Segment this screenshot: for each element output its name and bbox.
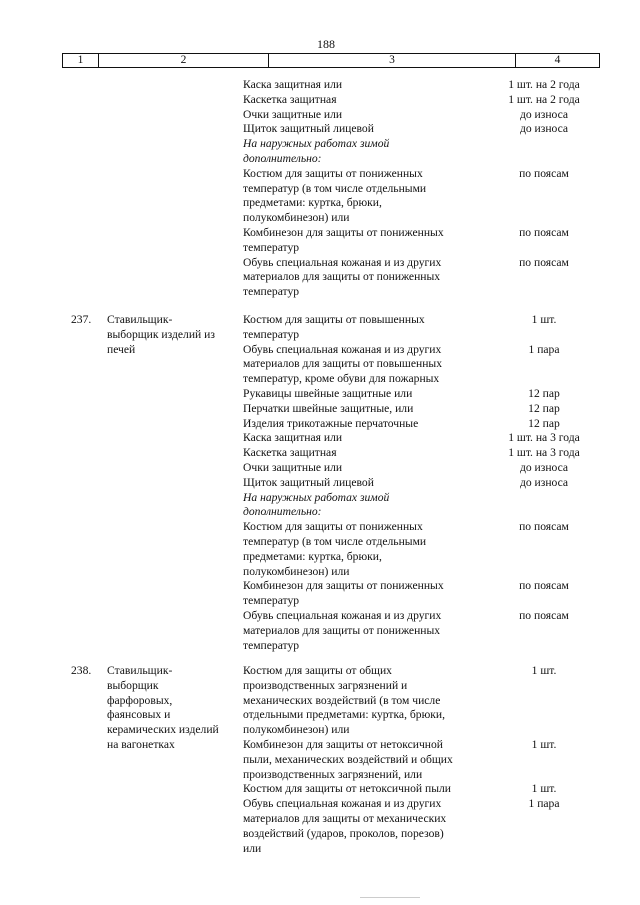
ppe-item-line: механических воздействий (в том числе <box>243 693 441 707</box>
ppe-item-line: дополнительно: <box>243 505 322 519</box>
ppe-item-line: Костюм для защиты от общих <box>243 664 392 677</box>
ppe-item-line: температур <box>243 638 300 652</box>
ppe-item-name <box>243 664 493 738</box>
header-col-3: 3 <box>269 54 516 67</box>
ppe-item-line: Костюм для защиты от нетоксичной пыли <box>243 782 452 796</box>
ppe-item <box>0 446 640 461</box>
ppe-item <box>0 108 640 123</box>
ppe-item-line: дополнительно: <box>243 151 322 165</box>
ppe-item <box>0 579 640 609</box>
ppe-item-quantity: 1 пара <box>528 797 560 811</box>
ppe-item-quantity: 12 пар <box>528 416 560 430</box>
ppe-item-name <box>243 417 493 432</box>
ppe-item-line: Обувь специальная кожаная и из других <box>243 797 442 811</box>
ppe-item <box>0 93 640 108</box>
ppe-item <box>0 343 640 387</box>
ppe-item-line: предметами: куртка, брюки, <box>243 196 382 210</box>
ppe-item <box>0 137 640 167</box>
ppe-item <box>0 431 640 446</box>
ppe-item-line: Костюм для защиты от пониженных <box>243 520 423 534</box>
ppe-item-quantity: 1 пара <box>528 342 560 356</box>
ppe-item <box>0 402 640 417</box>
ppe-item-quantity: 12 пар <box>528 401 560 415</box>
scan-artifact <box>360 897 420 898</box>
ppe-item-quantity: 1 шт. на 3 года <box>508 431 580 445</box>
ppe-item-line: температур <box>243 594 300 608</box>
ppe-item-line: Обувь специальная кожаная и из других <box>243 342 442 356</box>
row-number: 237. <box>71 313 92 326</box>
page-number: 188 <box>317 37 335 51</box>
ppe-item-name <box>243 738 493 782</box>
ppe-item-quantity: по поясам <box>519 255 569 269</box>
ppe-item-quantity: 1 шт. <box>531 737 557 751</box>
ppe-item-line: температур <box>243 240 300 254</box>
ppe-item <box>0 461 640 476</box>
ppe-item-quantity: до износа <box>519 460 569 474</box>
ppe-item-line: или <box>243 841 262 855</box>
ppe-item-line: На наружных работах зимой <box>243 490 390 504</box>
ppe-item <box>0 476 640 491</box>
ppe-item <box>0 797 640 856</box>
ppe-item-line: Очки защитные или <box>243 107 343 121</box>
ppe-item <box>0 417 640 432</box>
ppe-item-line: материалов для защиты от механических <box>243 811 447 825</box>
ppe-item-name <box>243 226 493 256</box>
ppe-item-line: Каска защитная или <box>243 431 343 445</box>
header-col-1: 1 <box>63 54 99 67</box>
ppe-item-name <box>243 609 493 653</box>
ppe-item-line: Очки защитные или <box>243 460 343 474</box>
header-col-2: 2 <box>99 54 269 67</box>
ppe-item-line: Обувь специальная кожаная и из других <box>243 255 442 269</box>
ppe-item-name <box>243 520 493 579</box>
ppe-item-name <box>243 167 493 226</box>
ppe-item-line: температур (в том числе отдельными <box>243 181 427 195</box>
ppe-item-line: производственных загрязнений и <box>243 678 408 692</box>
ppe-item-quantity: до износа <box>519 122 569 136</box>
section-note <box>243 137 493 167</box>
ppe-item-line: температур, кроме обуви для пожарных <box>243 372 440 386</box>
ppe-item <box>0 313 640 343</box>
ppe-item-line: Каска защитная или <box>243 78 343 91</box>
ppe-item-quantity: 1 шт. <box>531 664 557 677</box>
ppe-item-line: На наружных работах зимой <box>243 137 390 151</box>
ppe-item-line: Перчатки швейные защитные, или <box>243 401 414 415</box>
ppe-item-line: полукомбинезон) или <box>243 211 350 225</box>
profession-line: Ставильщик- <box>107 313 173 326</box>
profession-line: керамических изделий <box>107 723 219 737</box>
table-row-group <box>0 664 640 856</box>
ppe-item-line: производственных загрязнений, или <box>243 767 423 781</box>
ppe-item-quantity: до износа <box>519 475 569 489</box>
ppe-item-quantity: по поясам <box>519 608 569 622</box>
profession-line: фарфоровых, <box>107 693 173 707</box>
ppe-item-quantity: 1 шт. на 2 года <box>508 92 580 106</box>
ppe-item-name <box>243 78 493 93</box>
ppe-item-name <box>243 431 493 446</box>
ppe-item-line: Рукавицы швейные защитные или <box>243 386 413 400</box>
ppe-item-name <box>243 313 493 343</box>
table-row-group <box>0 78 640 300</box>
ppe-item <box>0 78 640 93</box>
ppe-item-line: Костюм для защиты от повышенных <box>243 313 425 326</box>
profession-line: Ставильщик- <box>107 664 173 677</box>
ppe-item-name <box>243 446 493 461</box>
ppe-item-quantity: 1 шт. <box>531 782 557 796</box>
ppe-item <box>0 664 640 738</box>
ppe-item-quantity: по поясам <box>519 579 569 593</box>
ppe-item-name <box>243 402 493 417</box>
ppe-item-line: материалов для защиты от повышенных <box>243 357 442 371</box>
ppe-item <box>0 738 640 782</box>
ppe-item-quantity: по поясам <box>519 225 569 239</box>
ppe-item <box>0 782 640 797</box>
ppe-item-line: воздействий (ударов, проколов, порезов) <box>243 826 444 840</box>
profession-line: фаянсовых и <box>107 708 171 722</box>
ppe-item <box>0 387 640 402</box>
ppe-item <box>0 491 640 521</box>
ppe-item-line: температур <box>243 285 300 299</box>
table-row-group <box>0 313 640 653</box>
ppe-item-name <box>243 387 493 402</box>
ppe-item <box>0 167 640 226</box>
profession-line: выборщик изделий из <box>107 327 215 341</box>
header-col-4: 4 <box>554 54 561 66</box>
ppe-item-line: Обувь специальная кожаная и из других <box>243 608 442 622</box>
ppe-item-line: Каскетка защитная <box>243 446 337 460</box>
ppe-item-line: Изделия трикотажные перчаточные <box>243 416 419 430</box>
ppe-item-line: материалов для защиты от пониженных <box>243 623 441 637</box>
ppe-item-quantity: 1 шт. <box>531 313 557 326</box>
profession-line: на вагонетках <box>107 737 175 751</box>
ppe-item-name <box>243 256 493 300</box>
ppe-item-quantity: до износа <box>519 107 569 121</box>
row-number: 238. <box>71 664 92 677</box>
ppe-item <box>0 122 640 137</box>
ppe-item-quantity: 12 пар <box>528 386 560 400</box>
ppe-item-line: отдельными предметами: куртка, брюки, <box>243 708 445 722</box>
ppe-item-line: Щиток защитный лицевой <box>243 122 374 136</box>
ppe-item-quantity: по поясам <box>519 166 569 180</box>
ppe-item-line: Щиток защитный лицевой <box>243 475 374 489</box>
ppe-item-line: Каскетка защитная <box>243 92 337 106</box>
ppe-item-name <box>243 93 493 108</box>
ppe-item-line: Комбинезон для защиты от пониженных <box>243 579 444 593</box>
ppe-item-line: материалов для защиты от пониженных <box>243 270 441 284</box>
ppe-item <box>0 256 640 300</box>
profession-line: выборщик <box>107 678 159 692</box>
ppe-item-line: полукомбинезон) или <box>243 723 350 737</box>
ppe-item <box>0 520 640 579</box>
ppe-item-name <box>243 579 493 609</box>
ppe-item-line: предметами: куртка, брюки, <box>243 549 382 563</box>
ppe-item <box>0 226 640 256</box>
ppe-item-name <box>243 476 493 491</box>
ppe-item-line: температур (в том числе отдельными <box>243 534 427 548</box>
ppe-item-name <box>243 797 493 856</box>
ppe-item-line: Костюм для защиты от пониженных <box>243 166 423 180</box>
ppe-item <box>0 609 640 653</box>
ppe-item-line: пыли, механических воздействий и общих <box>243 752 453 766</box>
ppe-item-line: полукомбинезон) или <box>243 564 350 578</box>
ppe-item-name <box>243 343 493 387</box>
ppe-item-name <box>243 782 493 797</box>
ppe-item-name <box>243 122 493 137</box>
ppe-item-line: температур <box>243 327 300 341</box>
ppe-item-quantity: по поясам <box>519 520 569 534</box>
section-note <box>243 491 493 521</box>
ppe-item-quantity: 1 шт. на 2 года <box>508 78 580 91</box>
ppe-item-name <box>243 108 493 123</box>
ppe-item-quantity: 1 шт. на 3 года <box>508 446 580 460</box>
ppe-item-line: Комбинезон для защиты от пониженных <box>243 225 444 239</box>
table-header <box>62 53 600 68</box>
profession-line: печей <box>107 342 136 356</box>
ppe-item-name <box>243 461 493 476</box>
ppe-item-line: Комбинезон для защиты от нетоксичной <box>243 737 444 751</box>
